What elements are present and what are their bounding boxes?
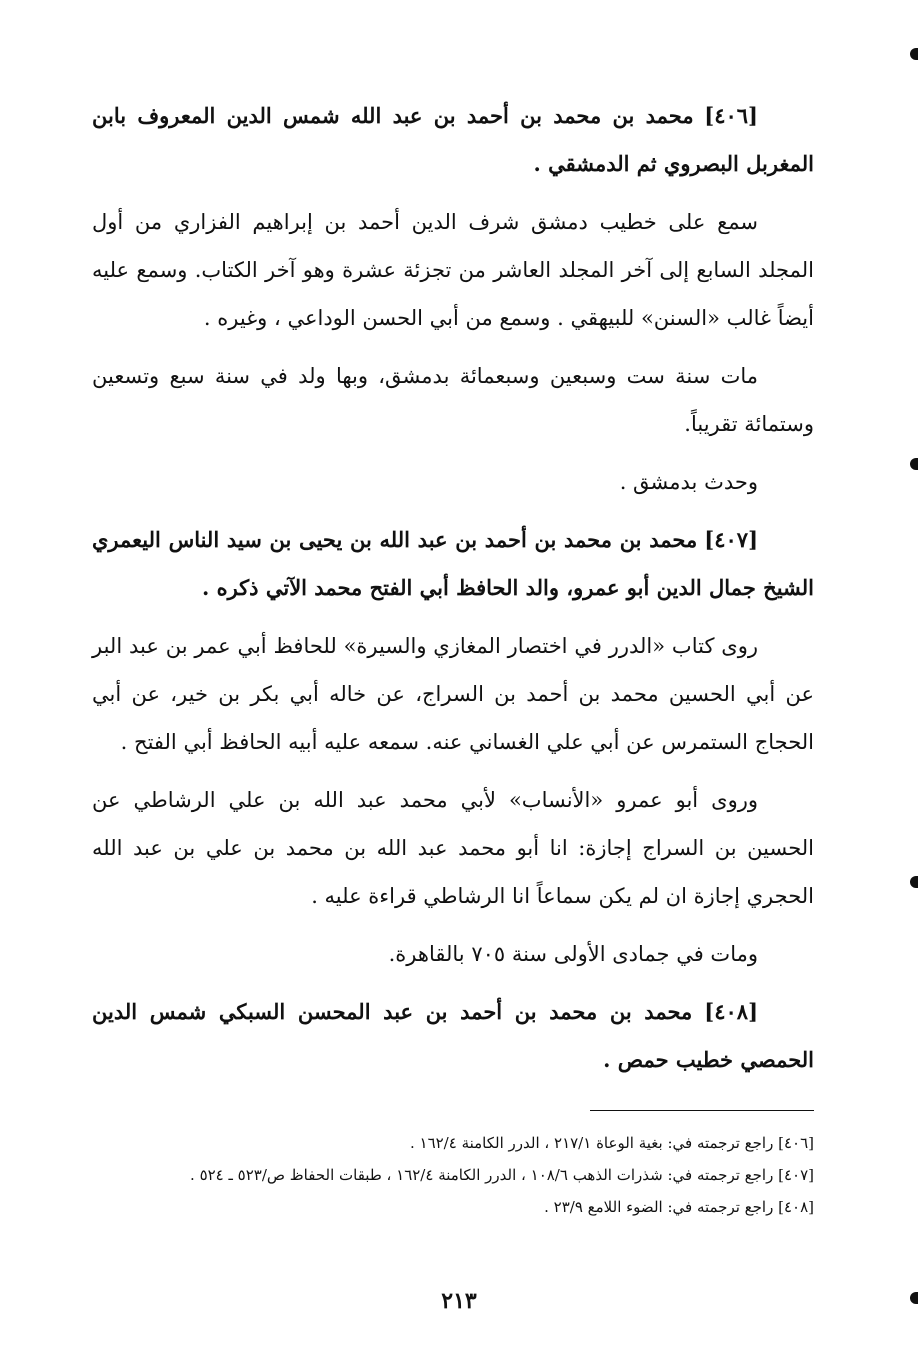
entry-408-number: [٤٠٨] (704, 999, 758, 1024)
entry-407-paragraph: روى كتاب «الدرر في اختصار المغازي والسيرة» للحافظ أبي عمر بن عبد البر عن أبي الحسين محمد بن أحمد بن السراج، عن خاله أبي بكر بن خير، عن أبي الحجاج الستمرس عن أبي علي الغساني عنه. سمعه عليه أبيه الحافظ أبي الفتح . (92, 634, 814, 754)
scan-edge-mark (910, 876, 918, 888)
entry-406-name: محمد بن محمد بن أحمد بن عبد الله شمس الدين المعروف بابن المغربل البصروي ثم الدمشقي . (92, 103, 814, 176)
entry-406-paragraph: سمع على خطيب دمشق شرف الدين أحمد بن إبراهيم الفزاري من أول المجلد السابع إلى آخر المجلد العاشر من تجزئة عشرة وهو آخر الكتاب. وسمع عليه أيضاً غالب «السنن» للبيهقي . وسمع من أبي الحسن الوداعي ، وغيره . (92, 210, 814, 330)
entry-407-paragraph: وروى أبو عمرو «الأنساب» لأبي محمد عبد الله بن علي الرشاطي عن الحسين بن السراج إجازة: انا أبو محمد عبد الله بن محمد بن علي بن عبد الله الحجري إجازة ان لم يكن سماعاً انا الرشاطي قراءة عليه . (92, 788, 814, 908)
footnote-407: [٤٠٧] راجع ترجمته في: شذرات الذهب ١٠٨/٦ ، الدرر الكامنة ١٦٢/٤ ، طبقات الحفاظ ص/٥٢٣ ـ ٥٢٤ . (190, 1166, 814, 1184)
entry-407-heading (92, 516, 814, 612)
entry-407-number: [٤٠٧] (704, 527, 758, 552)
scan-edge-mark (910, 458, 918, 470)
entry-408-heading (92, 988, 814, 1084)
entry-406-paragraph: مات سنة ست وسبعين وسبعمائة بدمشق، وبها ولد في سنة سبع وتسعين وستمائة تقريباً. (92, 364, 814, 436)
entry-407-paragraph: ومات في جمادى الأولى سنة ٧٠٥ بالقاهرة. (388, 942, 758, 966)
entry-406-number: [٤٠٦] (704, 103, 758, 128)
entry-406-heading (92, 92, 814, 188)
scan-edge-mark (910, 1292, 918, 1304)
entry-407-name: محمد بن محمد بن أحمد بن عبد الله بن يحيى بن سيد الناس اليعمري الشيخ جمال الدين أبو عمرو، والد الحافظ أبي الفتح محمد الآتي ذكره . (92, 527, 814, 600)
scan-edge-mark (910, 48, 918, 60)
footnote-separator (590, 1110, 814, 1111)
entry-408-name: محمد بن محمد بن أحمد بن عبد المحسن السبكي شمس الدين الحمصي خطيب حمص . (92, 999, 814, 1072)
footnote-408: [٤٠٨] راجع ترجمته في: الضوء اللامع ٢٣/٩ . (544, 1198, 814, 1216)
footnote-406: [٤٠٦] راجع ترجمته في: بغية الوعاة ٢١٧/١ ، الدرر الكامنة ١٦٢/٤ . (409, 1134, 814, 1152)
main-text (92, 92, 814, 1094)
entry-406-paragraph: وحدث بدمشق . (619, 470, 758, 494)
page-number: ٢١٣ (441, 1288, 477, 1314)
footnotes (92, 1128, 814, 1224)
